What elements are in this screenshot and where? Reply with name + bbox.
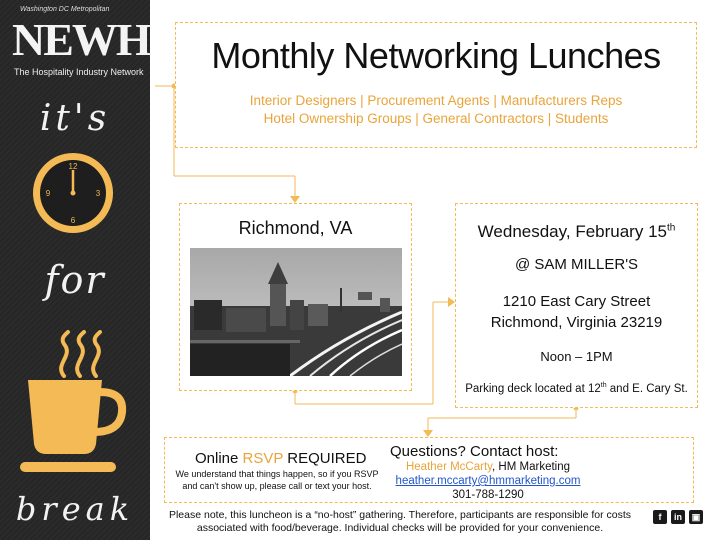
title-panel	[175, 22, 697, 148]
parking-rest: and E. Cary St.	[606, 382, 688, 395]
parking-suffix: th	[600, 382, 607, 389]
logo-region-text: Washington DC Metropolitan	[20, 6, 110, 13]
rsvp-note-line-2: and can't show up, please call or text your host.	[182, 481, 372, 491]
parking-prefix: Parking deck located at 12	[465, 382, 601, 395]
clock-number-9: 9	[45, 189, 51, 198]
rsvp-prefix: Online	[195, 450, 243, 467]
host-phone: 301-788-1290	[452, 489, 524, 501]
event-details-panel	[455, 203, 698, 408]
rsvp-note-line-1: We understand that things happen, so if you RSVP	[175, 469, 379, 479]
footer-line-1: Please note, this luncheon is a “no-host” gathering. Therefore, participants are responsible for costs	[168, 509, 632, 521]
city-label: Richmond, VA	[238, 218, 353, 238]
clock-number-3: 3	[95, 189, 101, 198]
host-name-text: Heather McCarty	[405, 461, 493, 473]
event-street: 1210 East Cary Street	[502, 293, 651, 310]
rsvp-contact-panel	[164, 437, 694, 503]
audience-line-2: Hotel Ownership Groups | General Contractors | Students	[263, 111, 609, 126]
host-email-link[interactable]: heather.mccarty@hmmarketing.com	[395, 475, 581, 487]
host-name	[383, 461, 593, 473]
coffee-cup-icon	[20, 378, 130, 476]
social-links	[653, 510, 703, 524]
rsvp-highlight: RSVP	[242, 450, 284, 467]
location-panel	[179, 203, 412, 391]
event-venue: @ SAM MILLER'S	[514, 256, 639, 273]
page-title: Monthly Networking Lunches	[211, 35, 661, 76]
footer-disclaimer	[160, 509, 640, 535]
event-city-line: Richmond, Virginia 23219	[490, 314, 663, 331]
facebook-icon[interactable]: f	[653, 510, 667, 524]
sidebar-panel	[0, 0, 150, 540]
instagram-icon[interactable]: ▣	[689, 510, 703, 524]
rsvp-title	[195, 450, 366, 467]
newh-logo: NEWH	[12, 14, 150, 65]
host-company: , HM Marketing	[492, 461, 571, 473]
clock-number-6: 6	[70, 216, 76, 225]
footer-line-2: associated with food/beverage. Individual checks will be provided for your convenience.	[196, 522, 604, 534]
contact-title: Questions? Contact host:	[390, 443, 559, 460]
sidebar-word-break: break	[15, 490, 135, 528]
rsvp-suffix: REQUIRED	[283, 450, 367, 467]
event-time: Noon – 1PM	[540, 349, 613, 364]
steam-icon	[50, 330, 110, 378]
richmond-skyline-photo	[190, 248, 402, 376]
parking-note	[456, 382, 697, 395]
audience-line-1: Interior Designers | Procurement Agents | Manufacturers Reps	[249, 93, 623, 108]
logo-tagline: The Hospitality Industry Network	[14, 67, 144, 77]
sidebar-word-its: it's	[39, 98, 111, 139]
rsvp-note	[169, 468, 385, 492]
event-date-suffix: th	[666, 222, 676, 234]
linkedin-icon[interactable]: in	[671, 510, 685, 524]
clock-icon	[30, 150, 116, 236]
event-date-text: Wednesday, February 15	[477, 222, 667, 241]
clock-number-12: 12	[68, 162, 78, 171]
sidebar-word-for: for	[44, 258, 106, 302]
event-date	[456, 222, 697, 242]
